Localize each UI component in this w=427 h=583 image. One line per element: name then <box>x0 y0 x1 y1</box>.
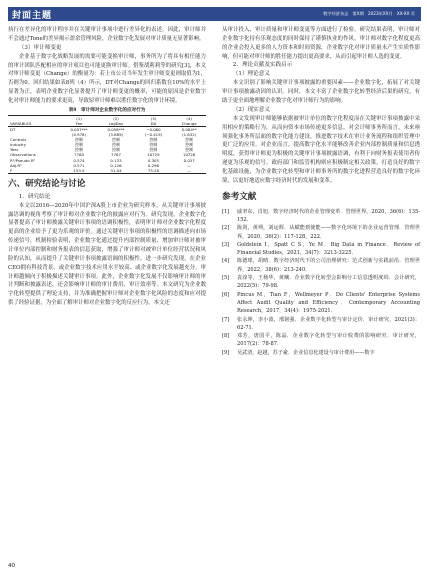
table-cell: 控制 <box>149 137 158 143</box>
table-header: VARIABLES <box>8 121 60 127</box>
paragraph: 执行在差异化的审计程序并在关键审计事项中进行差异化的表述。因此，审计师并不会通过Tone的差异揭示盈余管理风险，企业数字化发展对审计质量无显著影响。 <box>8 27 206 42</box>
reference-item <box>222 208 420 225</box>
table-cell: 控制 <box>112 137 120 143</box>
table-cell: — <box>172 168 206 174</box>
table-cell: 75.28 <box>135 168 173 174</box>
table-cell: 0.058*** <box>107 126 125 132</box>
ref-text: Pincus M，Tian F，Wellmeyer P．Do Clients' Enterprise Systems Affect Audit Quality and Efficiency．Contemporary Accounting Research，2017，34(4)：1975-2021． <box>237 291 420 315</box>
table-cell: 0.133 <box>110 157 122 163</box>
table-cell: 153.5 <box>60 168 97 174</box>
table-cell: 0.126 <box>110 162 122 168</box>
table-caption: 表8 审计师对企业数字化的应对行为 <box>68 107 146 113</box>
table-cell: 控制 <box>185 142 194 148</box>
paragraph: 本文识别了影响关键审计事项披露的重要因素——企业数字化，拓展了对关键审计事项披露动因的认识。同时，本文丰富了企业数字化转型经济后果的研究，有助于更全面地理解企业数字化对审计师行为的影响。 <box>222 80 420 105</box>
subsection-heading: （2）现实意义 <box>232 106 270 113</box>
table-cell: (1.832) <box>182 132 197 138</box>
table-cell: 10728 <box>182 152 196 158</box>
reference-item <box>222 241 420 258</box>
table-cell: 0.084** <box>181 126 197 132</box>
subsection-heading: 1．研究结论 <box>18 193 51 200</box>
right-column <box>222 26 420 357</box>
journal-header <box>8 7 421 21</box>
ref-text: 邓芳，唐国平，陈晶．企业数字化转型与审计收费的影响研究．审计研究，2017(2)：78-87． <box>237 333 420 348</box>
table-cell: (4.978) <box>71 132 87 138</box>
table-cell: Industry <box>10 142 27 148</box>
reference-item <box>222 291 420 316</box>
reference-item <box>222 274 420 291</box>
table-cell: (3.889) <box>108 132 124 138</box>
table-col-index: (2) <box>97 115 134 121</box>
table-cell: R²/Pseudo R² <box>10 157 36 163</box>
table-cell: 控制 <box>75 137 83 143</box>
table-header: Fee <box>60 121 97 127</box>
subsection-heading: （1）理论意义 <box>232 71 270 78</box>
table-cell: 31.04 <box>97 168 134 174</box>
table-cell: 控制 <box>149 147 158 153</box>
section-title: 封面主题 <box>12 10 53 21</box>
reference-list <box>222 208 420 357</box>
table-cell: 控制 <box>112 142 120 148</box>
table-cell: Adj.R² <box>10 162 22 168</box>
table-row <box>8 168 206 174</box>
table-cell: 7760 <box>74 152 84 158</box>
table-cell: 0.057*** <box>70 126 88 132</box>
table-col-index: (4) <box>172 115 206 121</box>
table-cell: −0.060 <box>146 126 161 132</box>
section-heading: 六、研究结论与讨论 <box>8 178 86 189</box>
ref-text: 戚聿东，肖旭．数字经济时代的企业管理变革．管理世界，2020，36(6)：135-152． <box>237 208 420 223</box>
page-number: 40 <box>8 563 16 569</box>
table-cell: 0.037 <box>183 157 195 163</box>
paragraph: 企业基于数字化战略发展的需要可能变换审计师，事务所为了将具有相任能力的审计团队匹配相应的审计项目也可能更换审计师。借鉴胡莉莉等的研究[3]，本文对审计师变更（Change）的衡量为：若上市公司当年发生审计师变更则取值为1，否则为0。回归结果如表8列（4）所示，DT对Change的回归系数在10%的水平上显著为正，表明企业数字化显著提升了审计师变更的概率，可能的原因是企业数字化对审计师能力的要求更高，导致原审计师难以胜任数字化的审计环境。 <box>8 53 206 104</box>
table-cell: 控制 <box>75 142 83 148</box>
ref-number: [1] <box>222 208 230 215</box>
table-header: Change <box>172 121 206 127</box>
ref-text: Goldstein I，Spatt C S，Ye M．Big Data in Finance．Review of Financial Studies，2021，34(7)：3213-3225． <box>237 241 420 257</box>
table-cell: 0.571 <box>73 162 85 168</box>
ref-number: [9] <box>222 349 230 356</box>
table-cell: 控制 <box>75 147 83 153</box>
table-cell: 0.305 <box>147 157 159 163</box>
paragraph: 从审计投入、审计质量和审计师变更等方面进行了检验。研究结果表明，审计师对企业数字化持有乐观态度的同时保持了谨慎执业的作风，审计师对数字化程度更高的企业会投入更多的人力资本和时间资源，企业数字化对审计质量未产生实质性影响，但可能对审计师的胜任能力提出更高要求，从而引起审计师人选的变更。 <box>222 27 420 60</box>
left-column <box>8 26 206 308</box>
references-heading: 参考文献 <box>222 191 257 202</box>
reference-item <box>222 349 420 357</box>
ref-number: [7] <box>222 316 230 323</box>
ref-number: [6] <box>222 291 230 298</box>
table-header: LagDay <box>97 121 134 127</box>
ref-number: [5] <box>222 275 230 282</box>
ref-text: 陈剑，黄朔，刘运辉．从赋能到使能——数字化环境下的企业运营管理．管理世界，2020，36(2)：117-128，222． <box>237 225 420 240</box>
table-cell: 控制 <box>185 147 194 153</box>
subsection-heading: （3）审计师变更 <box>18 44 62 51</box>
table-cell: — <box>187 162 192 168</box>
reference-item <box>222 316 420 333</box>
table-cell: DT <box>10 126 16 132</box>
table-col-index: (3) <box>135 115 173 121</box>
ref-text: 吴武清，赵越，苏子豪．企业信息化建设与审计费用——数字 <box>237 349 375 356</box>
table-cell: 0.574 <box>73 157 85 163</box>
ref-text: 张永坤，李小波，邢铭强．企业数字化转型与审计定价．审计研究，2021(3)：62-71． <box>237 316 420 331</box>
paragraph: 本文发现审计师能够依据被审计单位的数字化程度而在关键审计事项披露中采用相应的策略行为，从而向资本市场传递更多信息。对会计师事务所而言，未来亟须强化事务所层面的数字化能力建设，推进数字技术在审计业务流程和组织管理中更广泛的应用。对企业而言，提高数字化水平能够改善企业内部控制质量和信息透明度，获得审计师更为积极的关键审计事项披露语调，有利于向财务报表使用者传递更为乐观的信号。政府部门和监管机构则应积极制定相关政策，打造良好的数字化基础设施，为企业数字化转型和审计师事务所的数字化进程营造良好的数字化环境，以更好地适应数字经济时代的发展和变革。 <box>222 115 420 184</box>
ref-number: [8] <box>222 333 230 340</box>
ref-number: [3] <box>222 241 230 248</box>
results-table <box>8 115 206 174</box>
issue-info: 数字经济杂志 第X期 2023年XX月 XX-XX 页 <box>323 11 415 16</box>
reference-item <box>222 257 420 274</box>
table-cell: 10729 <box>147 152 160 158</box>
table-col-index: (1) <box>60 115 97 121</box>
reference-item <box>222 332 420 349</box>
table-cell: 0.296 <box>147 162 159 168</box>
table-cell: 控制 <box>112 147 120 153</box>
ref-number: [2] <box>222 225 230 232</box>
table-cell: (−0.419) <box>144 132 163 138</box>
table-cell: 7767 <box>111 152 121 158</box>
subsection-heading: 2．理论贡献及实践启示 <box>232 62 293 69</box>
ref-text: 陈德球，胡晴．数字经济时代下的公司治理研究：范式创新与实践前沿．管理世界，2022，38(6)：213-240． <box>237 258 420 273</box>
table-cell: Year <box>10 147 19 153</box>
table-header: DA <box>135 121 173 127</box>
table-cell: 控制 <box>149 142 158 148</box>
table-cell: Controls <box>10 137 27 143</box>
table-cell: Observations <box>10 152 36 158</box>
paragraph: 本文以2016—2020年中国沪深A股上市企业为研究样本，从关键审计事项披露语调的视角考察了审计师对企业数字化的披露应对行为。研究发现，企业数字化显著提高了审计师披露关键审计事项的语调积极性，表明审计师对企业数字化程度更高的企业给予了更为乐观的评价。通过关键审计事项的积极性的语调描述向市场传递信号，机制检验表明，企业数字化通过提升内部控制质量、增加审计师对被审计单位内部控制和财务报表的信息获取，增强了审计师对被审计单位经营状况和风险的认知，从而提升了关键审计事项披露语调的积极性。进一步研究发现，在企业CEO拥有科技背景、或企业数字技术应用水平较高、或企业数字化发展越充分，审计师越倾向于积极描述关键审计事项。此外，企业数字化发展不仅影响审计师的审计判断和披露表述，还会影响审计师的审计费用、审计效率等。本文研究为企业数字化转型提供了理论支持，并为准确把握审计师对企业数字化风险的态度和应对提供了经验证据，为全面了解审计师对企业数字化的反应行为。本文还 <box>8 202 206 307</box>
reference-item <box>222 224 420 241</box>
ref-text: 袁淳等，王杨华，黄曦．企业数字化转型会影响分工信息透明度吗．会计研究，2022(5)：79-98． <box>237 275 420 290</box>
table-cell: 控制 <box>185 137 194 143</box>
ref-number: [4] <box>222 258 230 265</box>
table-cell: F <box>8 168 60 174</box>
